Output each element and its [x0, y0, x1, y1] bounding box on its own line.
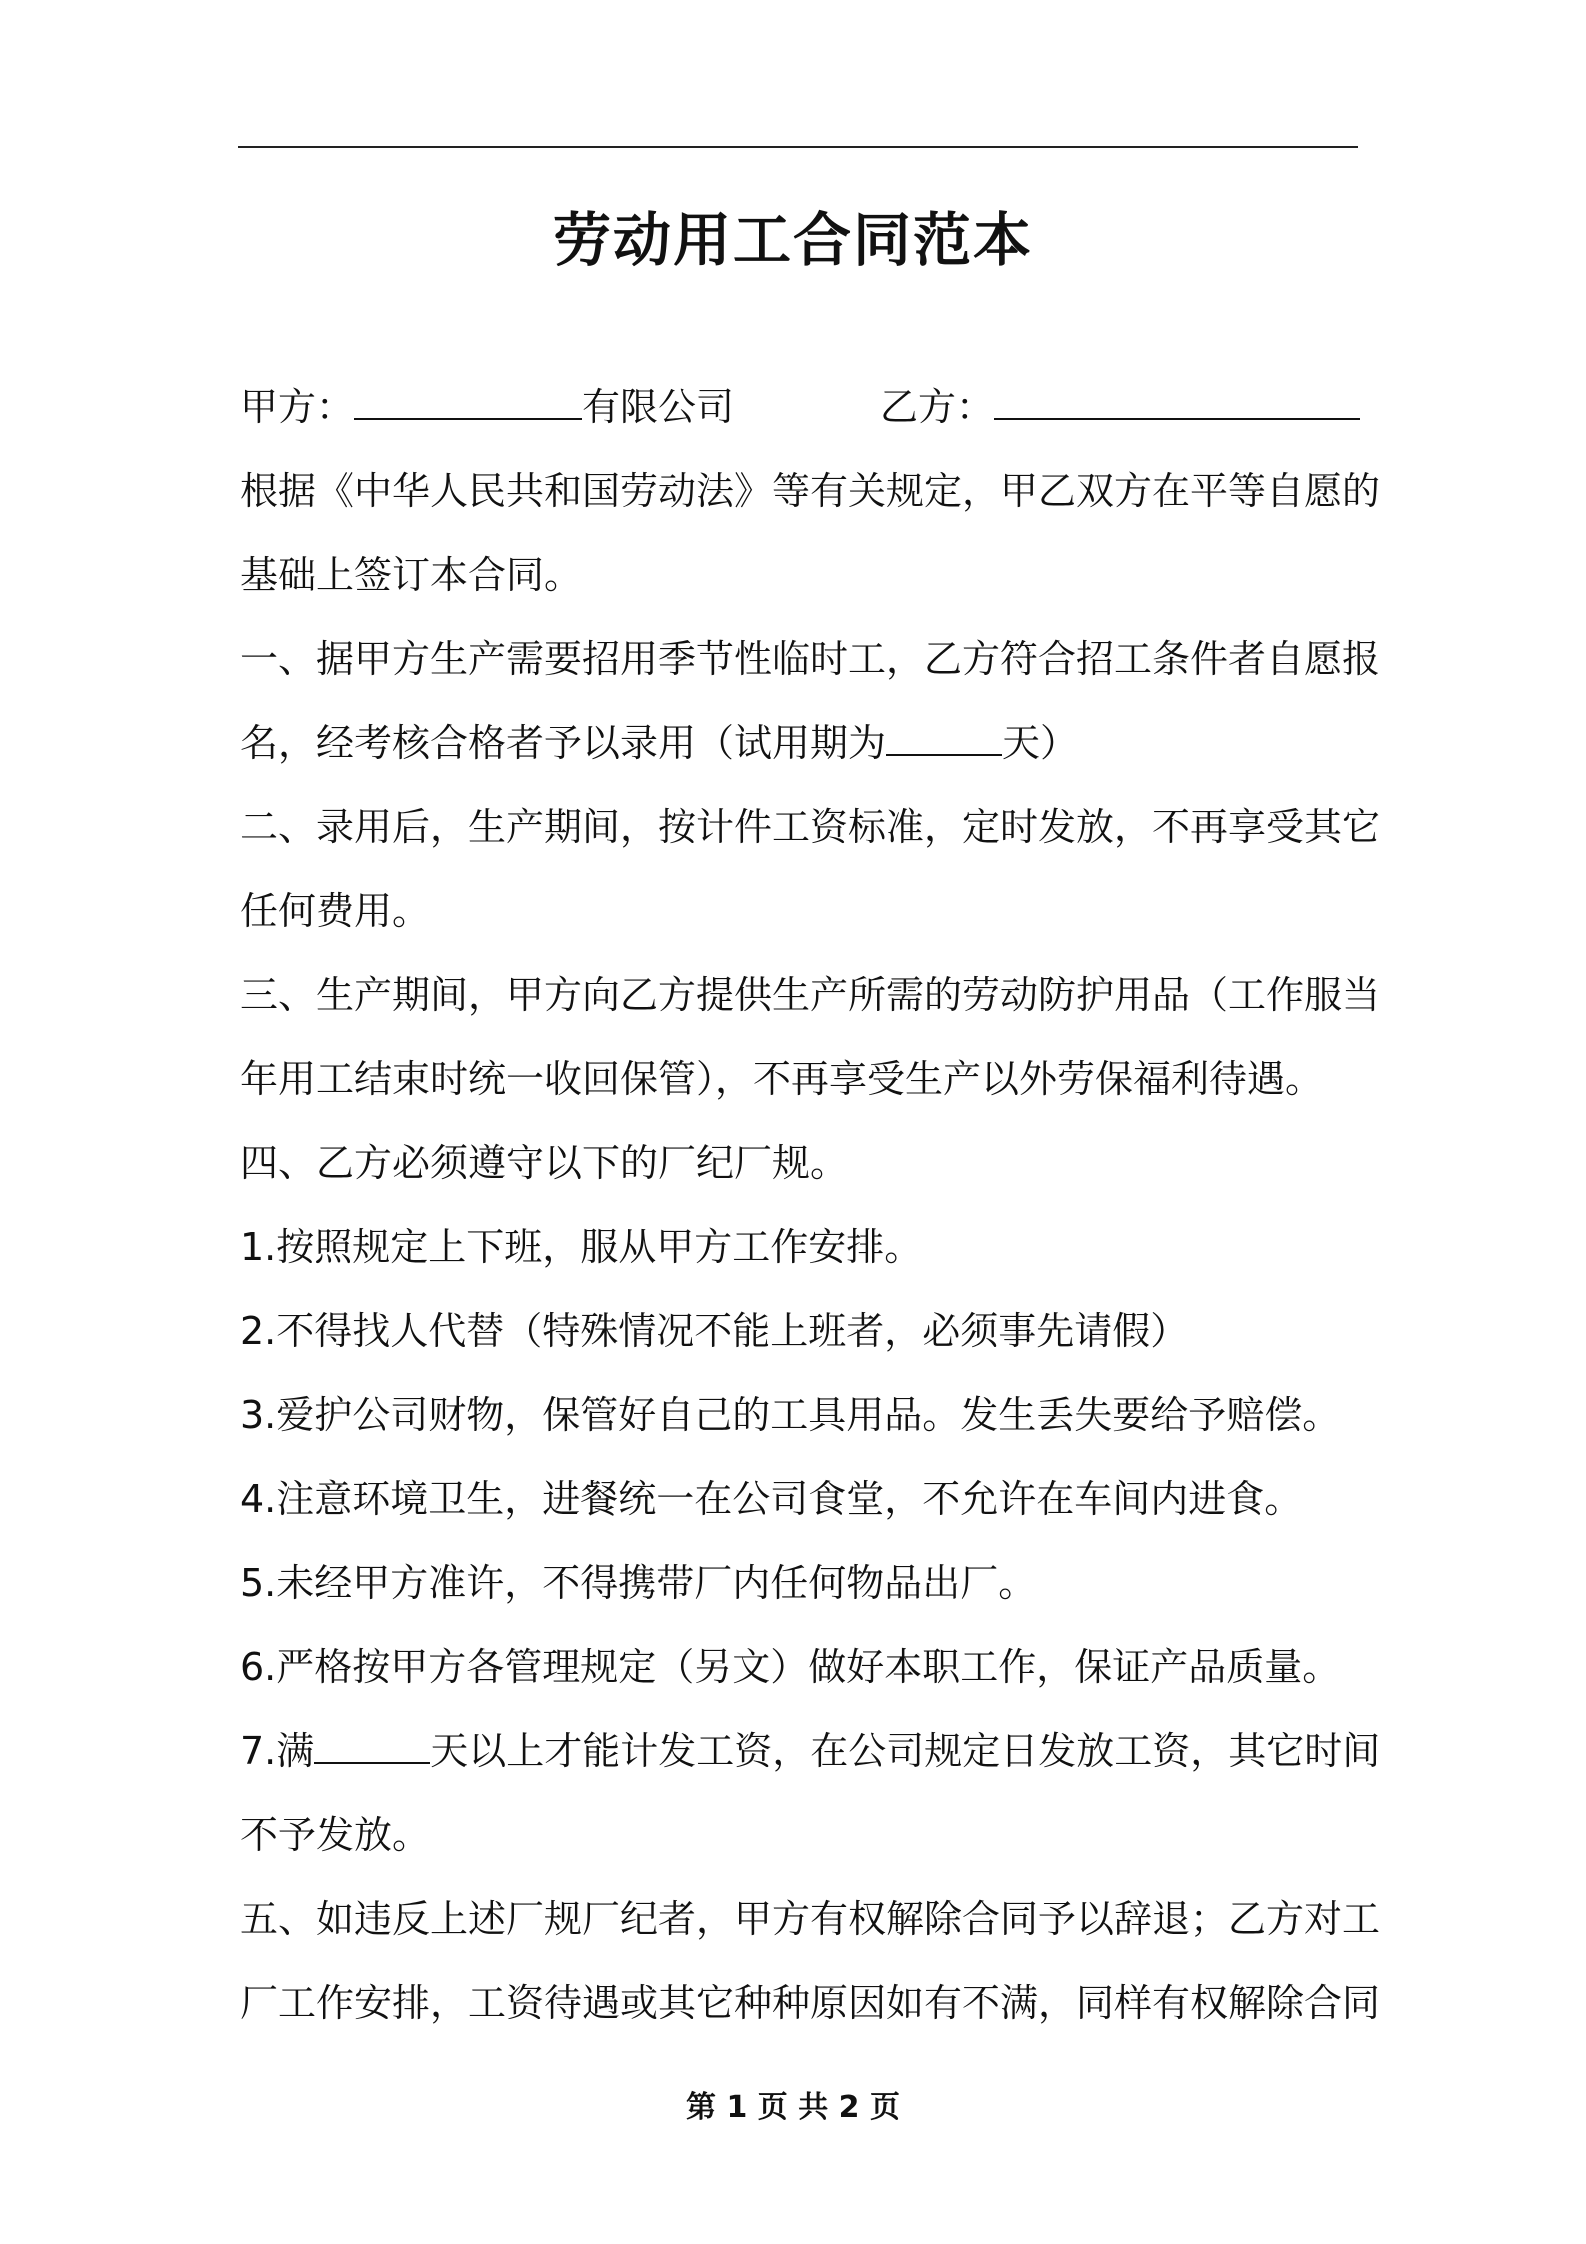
party-b-label: 乙方： — [880, 385, 995, 429]
party-a-suffix: 有限公司 — [582, 385, 735, 429]
party-a-blank[interactable] — [354, 384, 582, 420]
document-title: 劳动用工合同范本 — [552, 206, 1033, 274]
clause-5-line-2: 厂工作安排，工资待遇或其它种种原因如有不满，同样有权解除合同 — [240, 1981, 1381, 2025]
clause-1-suffix: 天） — [1002, 721, 1079, 765]
clause-2-line-2: 任何费用。 — [240, 889, 431, 933]
clause-3-line-1: 三、生产期间，甲方向乙方提供生产所需的劳动防护用品（工作服当 — [240, 973, 1381, 1017]
clause-4-heading: 四、乙方必须遵守以下的厂纪厂规。 — [240, 1141, 849, 1185]
rule-item: 3.爱护公司财物，保管好自己的工具用品。发生丢失要给予赔偿。 — [240, 1393, 1341, 1437]
probation-days-blank[interactable] — [886, 720, 1002, 756]
rule-item: 5.未经甲方准许，不得携带厂内任何物品出厂。 — [240, 1561, 1037, 1605]
clause-3-line-2: 年用工结束时统一收回保管），不再享受生产以外劳保福利待遇。 — [240, 1057, 1324, 1101]
party-a-label: 甲方： — [240, 385, 355, 429]
rule-7-suffix: 天以上才能计发工资，在公司规定日发放工资，其它时间 — [430, 1729, 1381, 1773]
party-b-blank[interactable] — [994, 384, 1360, 420]
clause-2-line-1: 二、录用后，生产期间，按计件工资标准，定时发放，不再享受其它 — [240, 805, 1381, 849]
contract-body — [240, 365, 1381, 2045]
header-rule — [238, 146, 1358, 148]
clause-1-line-1: 一、据甲方生产需要招用季节性临时工，乙方符合招工条件者自愿报 — [240, 637, 1381, 681]
intro-line-2: 基础上签订本合同。 — [240, 553, 583, 597]
min-days-blank[interactable] — [314, 1728, 430, 1764]
rule-item: 2.不得找人代替（特殊情况不能上班者，必须事先请假） — [240, 1309, 1189, 1353]
rule-item: 6.严格按甲方各管理规定（另文）做好本职工作，保证产品质量。 — [240, 1645, 1341, 1689]
party-b — [880, 365, 1360, 449]
rule-7-prefix: 7.满 — [240, 1729, 315, 1773]
rule-item: 4.注意环境卫生，进餐统一在公司食堂，不允许在车间内进食。 — [240, 1477, 1303, 1521]
clause-5-line-1: 五、如违反上述厂规厂纪者，甲方有权解除合同予以辞退；乙方对工 — [240, 1897, 1381, 1941]
clause-1-prefix: 名，经考核合格者予以录用（试用期为 — [240, 721, 887, 765]
rule-item: 1.按照规定上下班，服从甲方工作安排。 — [240, 1225, 923, 1269]
page-footer: 第 1 页 共 2 页 — [686, 2090, 900, 2125]
intro-line-1: 根据《中华人民共和国劳动法》等有关规定，甲乙双方在平等自愿的 — [240, 469, 1381, 513]
parties-line — [240, 365, 1360, 449]
clause-1-line-2 — [240, 701, 1360, 785]
rule-7-line-2: 不予发放。 — [240, 1813, 431, 1857]
rule-7-line-1 — [240, 1709, 1381, 1793]
